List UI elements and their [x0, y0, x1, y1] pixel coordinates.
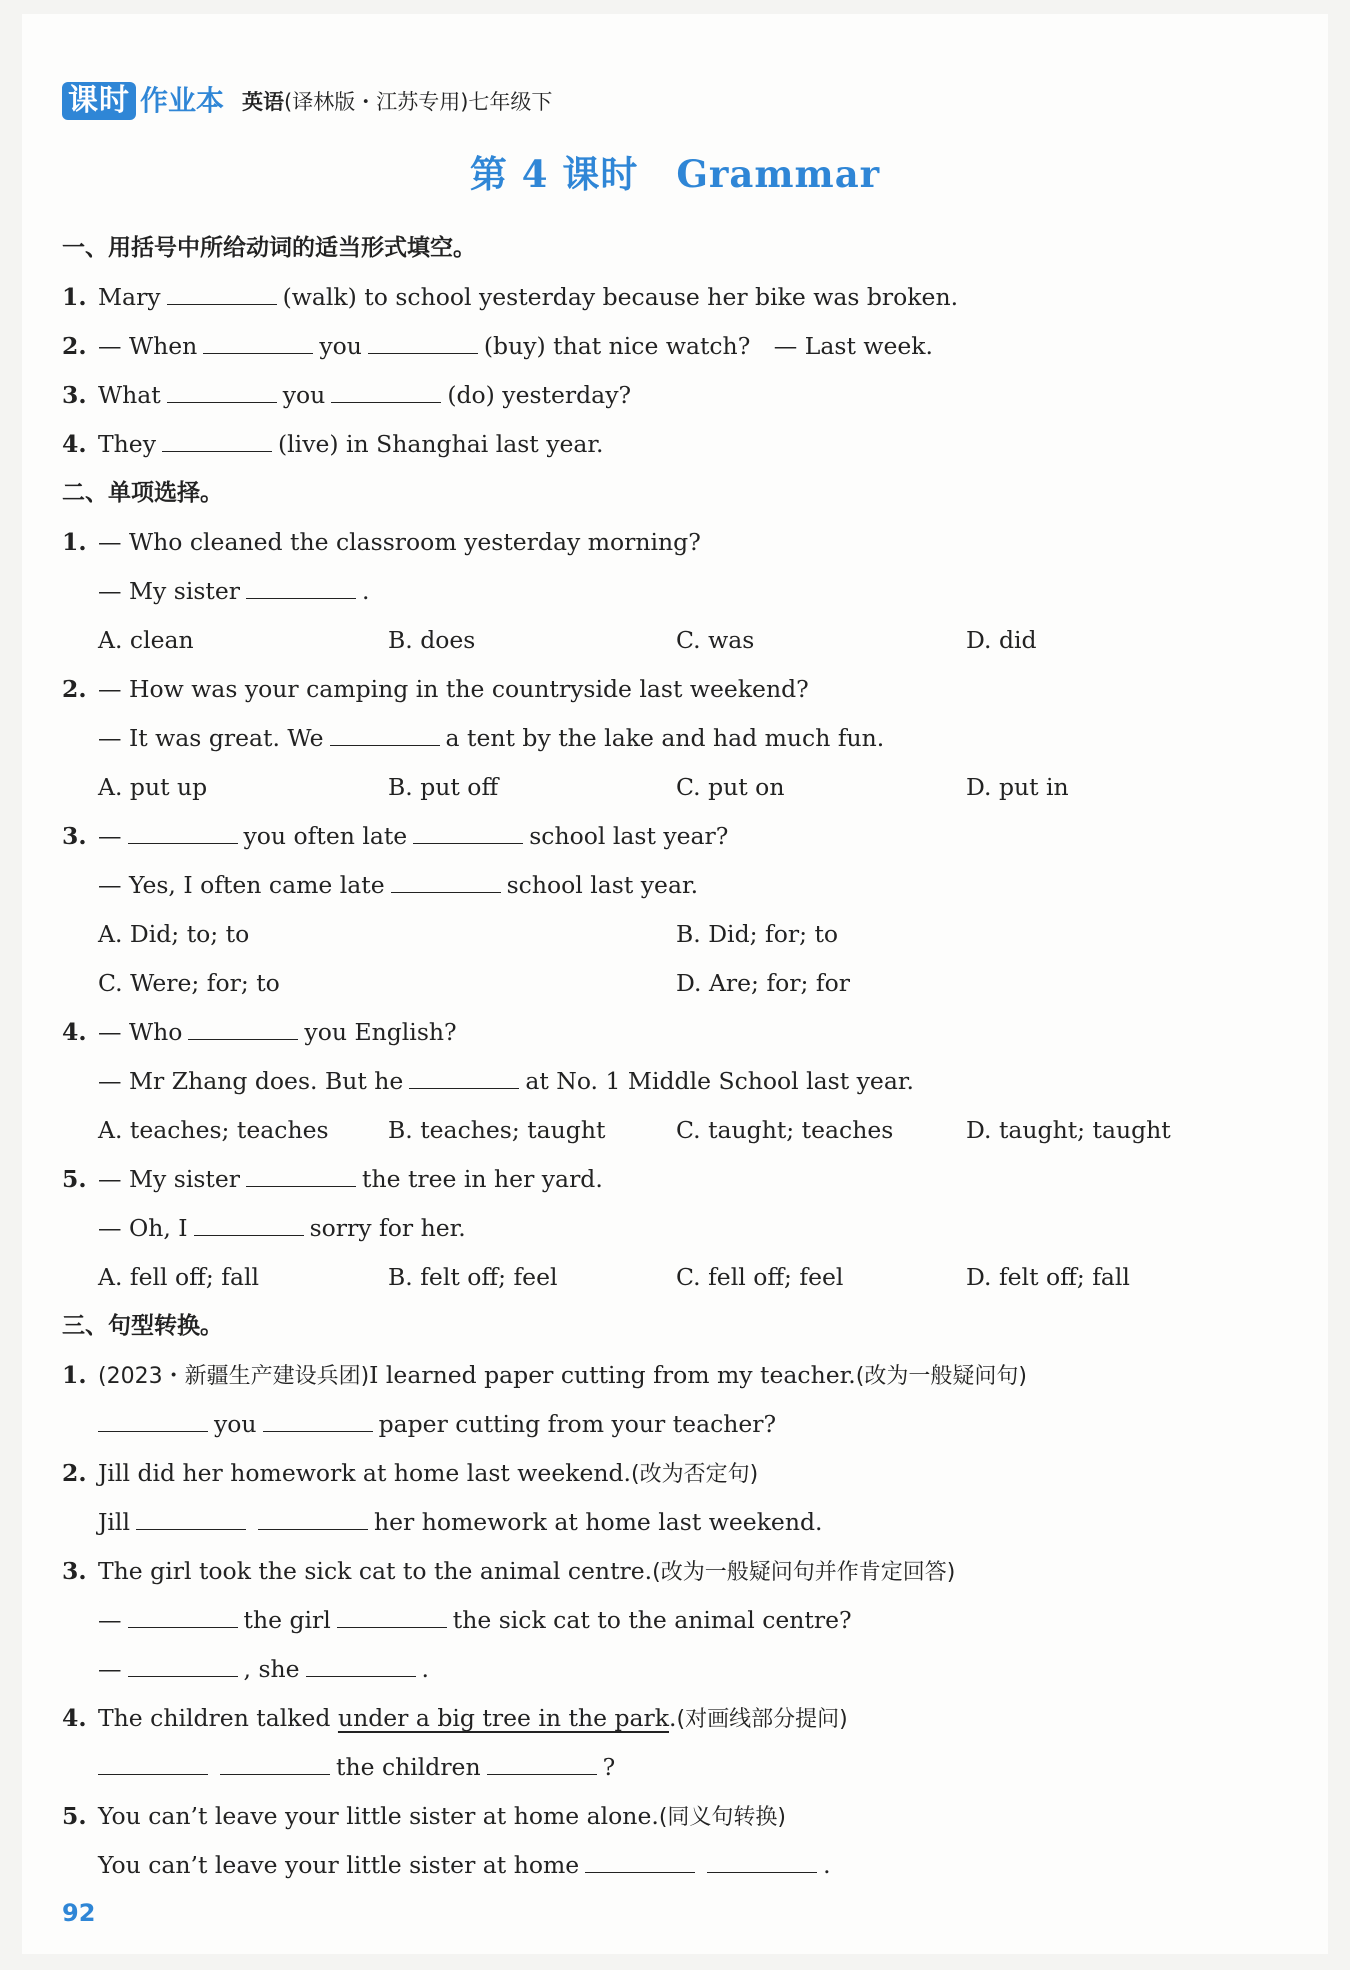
s3-q1-line2: you paper cutting from your teacher?	[62, 1400, 1302, 1449]
s2-q1-line2: — My sister .	[98, 577, 370, 605]
answer-blank[interactable]	[188, 1020, 298, 1040]
s3-q5-line1: 5. You can’t leave your little sister at home alone.(同义句转换)	[62, 1802, 786, 1830]
option-a[interactable]: A. teaches; teaches	[98, 1116, 329, 1144]
s3-q2-line1: 2. Jill did her homework at home last weekend.(改为否定句)	[62, 1459, 759, 1487]
s2-q5-line2: — Oh, I sorry for her.	[98, 1214, 466, 1242]
underlined-phrase: under a big tree in the park	[337, 1704, 669, 1732]
option-d[interactable]: D. did	[966, 626, 1037, 654]
book-logo	[62, 82, 224, 120]
page-number: 92	[62, 1899, 96, 1927]
s2-q3-options-row2	[62, 959, 1302, 1008]
answer-blank[interactable]	[136, 1510, 246, 1530]
s2-q1-options	[62, 616, 1302, 665]
s3-q2-line2: Jill her homework at home last weekend.	[98, 1508, 823, 1536]
s1-item-3: 3. What you (do) yesterday?	[62, 381, 632, 409]
option-d[interactable]: D. put in	[966, 773, 1069, 801]
exercise-content	[62, 224, 1302, 1890]
s2-q2-line2: — It was great. We a tent by the lake and had much fun.	[98, 724, 885, 752]
s3-q3-line3: — , she .	[98, 1655, 430, 1683]
option-b[interactable]: B. teaches; taught	[388, 1116, 606, 1144]
section-2-heading: 二、单项选择。	[62, 480, 223, 506]
option-a[interactable]: A. Did; to; to	[98, 920, 250, 948]
answer-blank[interactable]	[368, 334, 478, 354]
s2-q4-options	[62, 1106, 1302, 1155]
s2-q2-line1: 2. — How was your camping in the countryside last weekend?	[62, 675, 809, 703]
answer-blank[interactable]	[220, 1755, 330, 1775]
page-header	[62, 74, 552, 120]
edition-label: (译林版・江苏专用)七年级下	[284, 90, 553, 114]
s2-q5-line1: 5. — My sister the tree in her yard.	[62, 1165, 603, 1193]
option-d[interactable]: D. felt off; fall	[966, 1263, 1130, 1291]
answer-blank[interactable]	[128, 1657, 238, 1677]
s2-q4-line1: 4. — Who you English?	[62, 1018, 457, 1046]
section-1-heading: 一、用括号中所给动词的适当形式填空。	[62, 235, 476, 261]
option-c[interactable]: C. Were; for; to	[98, 969, 280, 997]
option-a[interactable]: A. clean	[98, 626, 194, 654]
s2-q4-line2: — Mr Zhang does. But he at No. 1 Middle School last year.	[98, 1067, 914, 1095]
option-d[interactable]: D. taught; taught	[966, 1116, 1171, 1144]
s1-item-1: 1. Mary (walk) to school yesterday because her bike was broken.	[62, 283, 959, 311]
answer-blank[interactable]	[337, 1608, 447, 1628]
answer-blank[interactable]	[203, 334, 313, 354]
s2-q2-options	[62, 763, 1302, 812]
option-c[interactable]: C. put on	[676, 773, 785, 801]
answer-blank[interactable]	[194, 1216, 304, 1236]
s3-q3-line2: — the girl the sick cat to the animal centre?	[98, 1606, 852, 1634]
logo-mark: 课时	[62, 82, 136, 120]
answer-blank[interactable]	[331, 383, 441, 403]
answer-blank[interactable]	[707, 1853, 817, 1873]
subject-label: 英语	[242, 90, 285, 114]
answer-blank[interactable]	[585, 1853, 695, 1873]
s3-q4-line1: 4. The children talked under a big tree in the park.(对画线部分提问)	[62, 1704, 848, 1732]
option-b[interactable]: B. Did; for; to	[676, 920, 839, 948]
s2-q3-options-row1	[62, 910, 1302, 959]
lesson-title: 第 4 课时 Grammar	[469, 152, 881, 196]
answer-blank[interactable]	[162, 432, 272, 452]
answer-blank[interactable]	[258, 1510, 368, 1530]
option-b[interactable]: B. put off	[388, 773, 499, 801]
option-c[interactable]: C. fell off; feel	[676, 1263, 844, 1291]
question-source: (2023・新疆生产建设兵团)	[98, 1364, 370, 1389]
answer-blank[interactable]	[98, 1412, 208, 1432]
option-c[interactable]: C. taught; teaches	[676, 1116, 894, 1144]
answer-blank[interactable]	[413, 824, 523, 844]
option-a[interactable]: A. fell off; fall	[98, 1263, 259, 1291]
s2-q1-line1: 1. — Who cleaned the classroom yesterday morning?	[62, 528, 701, 556]
answer-blank[interactable]	[263, 1412, 373, 1432]
option-a[interactable]: A. put up	[98, 773, 208, 801]
answer-blank[interactable]	[409, 1069, 519, 1089]
s2-q5-options	[62, 1253, 1302, 1302]
option-b[interactable]: B. felt off; feel	[388, 1263, 558, 1291]
answer-blank[interactable]	[246, 1167, 356, 1187]
answer-blank[interactable]	[128, 824, 238, 844]
option-d[interactable]: D. Are; for; for	[676, 969, 850, 997]
answer-blank[interactable]	[306, 1657, 416, 1677]
s2-q3-line2: — Yes, I often came late school last year.	[98, 871, 699, 899]
answer-blank[interactable]	[246, 579, 356, 599]
logo-text: 作业本	[140, 84, 225, 117]
answer-blank[interactable]	[167, 383, 277, 403]
section-3-heading: 三、句型转换。	[62, 1313, 223, 1339]
answer-blank[interactable]	[391, 873, 501, 893]
answer-blank[interactable]	[167, 285, 277, 305]
worksheet-page	[22, 14, 1328, 1954]
book-info	[242, 84, 552, 120]
s3-q4-line2: the children ?	[62, 1743, 1302, 1792]
answer-blank[interactable]	[330, 726, 440, 746]
s3-q1-line1: 1. (2023・新疆生产建设兵团)I learned paper cutting from my teacher.(改为一般疑问句)	[62, 1361, 1027, 1389]
s3-q5-line2: You can’t leave your little sister at home .	[98, 1851, 831, 1879]
s1-item-2: 2. — When you (buy) that nice watch? — Last week.	[62, 332, 933, 360]
option-c[interactable]: C. was	[676, 626, 755, 654]
option-b[interactable]: B. does	[388, 626, 476, 654]
answer-blank[interactable]	[128, 1608, 238, 1628]
answer-blank[interactable]	[487, 1755, 597, 1775]
s3-q3-line1: 3. The girl took the sick cat to the animal centre.(改为一般疑问句并作肯定回答)	[62, 1557, 956, 1585]
s2-q3-line1: 3. — you often late school last year?	[62, 822, 729, 850]
s1-item-4: 4. They (live) in Shanghai last year.	[62, 430, 604, 458]
answer-blank[interactable]	[98, 1755, 208, 1775]
